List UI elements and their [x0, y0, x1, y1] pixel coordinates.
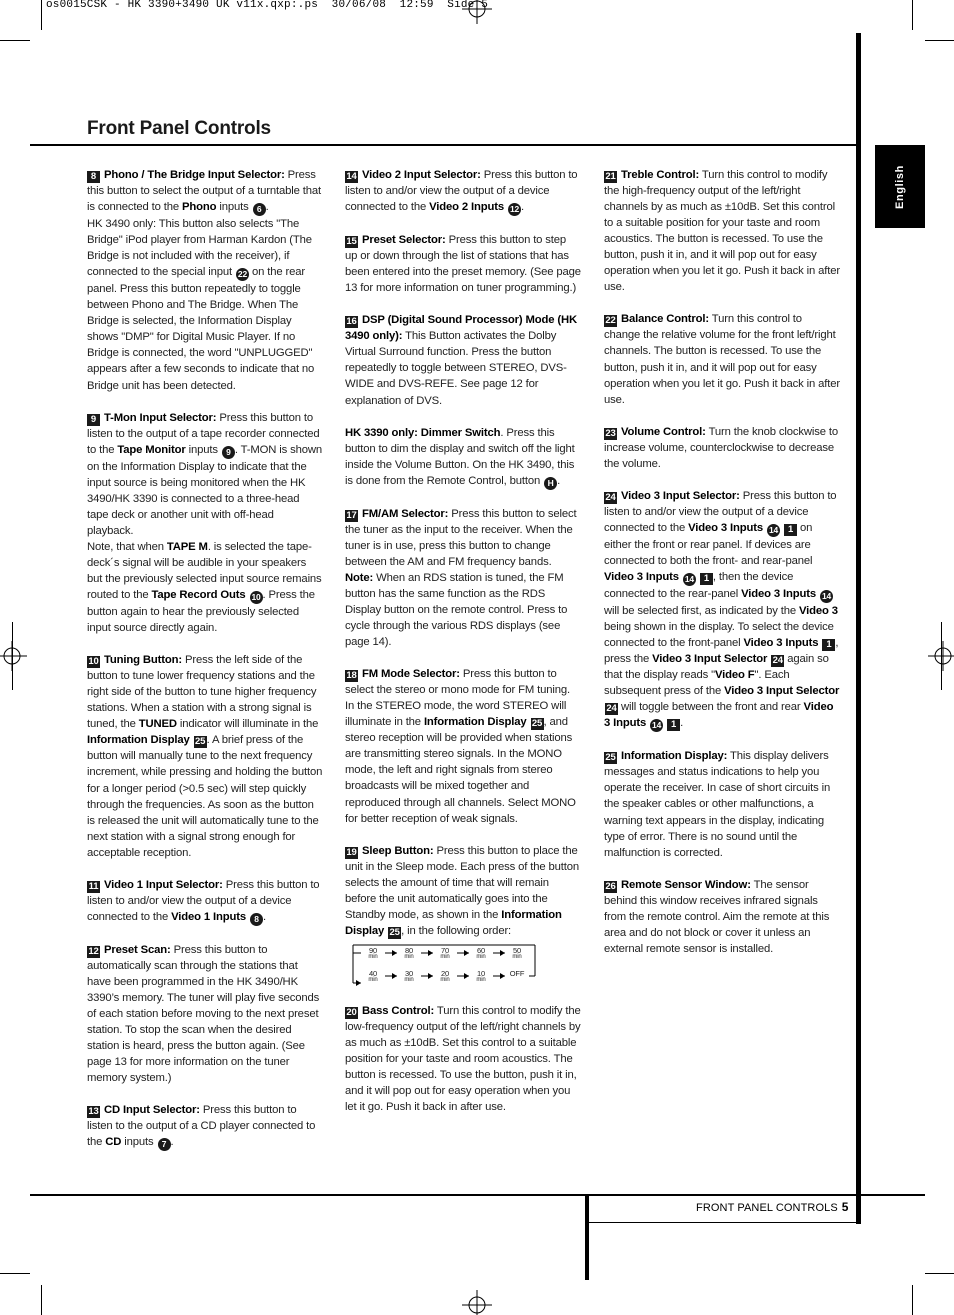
registration-mark-icon — [462, 1290, 492, 1315]
page-edge-bar — [856, 33, 861, 1224]
item-number-badge: 18 — [346, 670, 357, 682]
page-title: Front Panel Controls — [87, 118, 271, 139]
footer-rule — [589, 1222, 860, 1223]
sleep-step-label: 30 min — [404, 968, 414, 984]
item-number-badge: 22 — [605, 315, 616, 327]
crop-mark — [941, 622, 942, 690]
item-number-badge: 24 — [605, 491, 616, 503]
control-description: 23 Volume Control: Turn the knob clockwise to increase volume, counterclockwise to decrease the volume. — [604, 425, 838, 470]
column-3 — [604, 167, 840, 973]
control-description: 10 Tuning Button: Press the left side of the button to tune lower frequency stations and the right side of the button to tune higher frequency stations. When a station with a strong signal is tuned, the TUNED indicator will illuminate in the Information Display 25. A brief press of the button will manually tune to the next frequency increment, while pressing and holding the button for a longer period (>0.5 sec) will step quickly through the frequencies. As soon as the button is released the unit will automatically tune to the next station with a signal strong enough for acceptable reception. — [87, 654, 323, 859]
page-number: 5 — [841, 1200, 849, 1214]
item-number-badge: 19 — [346, 846, 357, 858]
control-description: 14 Video 2 Input Selector: Press this button to listen to and/or view the output of a device connected to the Video 2 Inputs 12 . — [345, 169, 578, 215]
control-description: 12 Preset Scan: Press this button to automatically scan through the stations that have been programmed in the HK 3490/HK 3390’s memory. The tuner will play five seconds of each station before moving to the next preset station. To stop the scan when the desired station is heard, press the button again. (See page 13 for more information on the tuner memory system.) — [87, 943, 320, 1085]
control-description: 13 CD Input Selector: Press this button to listen to the output of a CD player connected to the CD inputs 7 . — [87, 1104, 316, 1150]
sleep-step-label: 50 min — [512, 945, 522, 961]
footer-rule — [30, 1194, 925, 1196]
item-number-badge: 23 — [605, 427, 616, 439]
control-description: 20 Bass Control: Turn this control to modify the low-frequency output of the left/right channels by as much as ±10dB. Set this control to a suitable position for your taste and room acoustics. The button is recessed. To use the button, push it in, and it will pop out for easy operation when you let it go. Push it back in after use. — [345, 1004, 581, 1114]
column-2 — [345, 167, 581, 1131]
sleep-step-label: 80 min — [404, 945, 414, 961]
sleep-step-label: 70 min — [440, 945, 450, 961]
item-number-badge: 26 — [605, 880, 616, 892]
control-description: HK 3390 only: Dimmer Switch. Press this button to dim the display and switch off the light inside the Volume Button. On the HK 3490, this is done from the Remote Control, button H . — [345, 426, 575, 488]
language-tab — [875, 145, 925, 228]
item-number-badge: 16 — [346, 316, 357, 328]
crop-mark — [912, 1285, 913, 1315]
title-rule — [30, 144, 856, 146]
sleep-step-label: 40 min — [368, 968, 378, 984]
crop-mark — [41, 1285, 42, 1315]
footer-section: FRONT PANEL CONTROLS — [696, 1202, 838, 1214]
crop-mark — [912, 0, 913, 30]
control-description: 17 FM/AM Selector: Press this button to select the tuner as the input to the receiver. When the tuner is in use, press this button to change between the AM and FM frequency bands. Note: When an RDS station is tuned, the FM button has the same function as the RDS Display button on the remote control. Press to cycle through the various RDS displays (see page 14). — [345, 507, 577, 649]
registration-mark-icon — [462, 0, 492, 24]
footer-vertical-bar — [585, 1194, 589, 1280]
control-description: 9 T-Mon Input Selector: Press this button to listen to the output of a tape recorder connected to the Tape Monitor inputs 9 . T-MON is shown on the Information Display to indicate that the input source is being monitored when the HK 3490/HK 3390 is connected to a three-head tape deck or another unit with off-head playback. Note, that when TAPE M. is selected the tape-deck´s signal will be audible in your speakers but the previously selected input source remains routed to the Tape Record Outs 10 . Press the button again to hear the previously selected input source directly again. — [87, 411, 323, 635]
item-number-badge: 17 — [346, 509, 357, 521]
item-number-badge: 13 — [88, 1106, 99, 1118]
crop-mark — [41, 0, 42, 30]
crop-mark — [0, 40, 30, 41]
control-description: 16 DSP (Digital Sound Processor) Mode (HK 3490 only): This Button activates the Dolby Virtual Surround function. Press the button repeatedly to toggle between STEREO, DVS-WIDE and DVS-REFE. See page 12 for explanation of DVS. — [345, 314, 578, 407]
item-number-badge: 20 — [346, 1006, 357, 1018]
control-description: 19 Sleep Button: Press this button to place the unit in the Sleep mode. Each press of the button selects the amount of time that will remain before the unit automatically goes into the Standby mode, as shown in the Information Display 25, in the following order: — [345, 844, 579, 938]
sleep-sequence-diagram — [349, 943, 539, 989]
crop-mark — [0, 1273, 30, 1274]
column-1 — [87, 167, 323, 1167]
control-description: 25 Information Display: This display delivers messages and status indications to help you operate the receiver. In case of short circuits in the speaker cables or other malfunctions, a warning text appears in the display, indicating type of error. There is no sound until the malfunction is corrected. — [604, 750, 831, 859]
sleep-step-label: OFF — [509, 968, 525, 978]
crop-mark — [925, 1273, 954, 1274]
item-number-badge: 14 — [346, 171, 357, 182]
language-tab-label: English — [894, 164, 906, 209]
sleep-step-label: 60 min — [476, 945, 486, 961]
sleep-step-label: 20 min — [440, 968, 450, 984]
item-number-badge: 15 — [346, 236, 357, 248]
item-number-badge: 11 — [88, 880, 99, 892]
item-number-badge: 8 — [87, 171, 100, 183]
control-description: 21 Treble Control: Turn this control to modify the high-frequency output of the left/right channels by as much as ±10dB. Set this control to a suitable position for your taste and room acoustics. The button is recessed. To use the button, push it in, and it will pop out for easy operation when you let it go. Push it back in after use. — [604, 169, 841, 294]
footer — [696, 1200, 849, 1214]
control-description: 18 FM Mode Selector: Press this button to select the stereo or mono mode for FM tuning. In the STEREO mode, the word STEREO will illuminate in the Information Display 25, and stereo reception will be provided when stations are transmitting stereo signals. In the MONO mode, the left and right signals from stereo broadcasts will be mixed together and reproduced through all channels. Select MONO for better reception of weak signals. — [345, 668, 576, 825]
control-description: 15 Preset Selector: Press this button to step up or down through the list of stations that has been entered into the preset memory. (See page 13 for more information on tuner programming.) — [345, 234, 581, 295]
sleep-step-label: 10 min — [476, 968, 486, 984]
registration-mark-icon — [0, 641, 27, 671]
control-description: 22 Balance Control: Turn this control to change the relative volume for the front left/right channels. The button is recessed. To use the button, push it in, and it will pop out for easy operation when you let it go. Push it back in after use. — [604, 313, 841, 406]
item-number-badge: 12 — [88, 945, 99, 957]
control-description: 11 Video 1 Input Selector: Press this button to listen to and/or view the output of a device connected to the Video 1 Inputs 8 . — [87, 878, 320, 924]
item-number-badge: 21 — [605, 171, 616, 182]
crop-mark — [12, 622, 13, 690]
control-description: 24 Video 3 Input Selector: Press this button to listen to and/or view the output of a device connected to the Video 3 Inputs 14 1 on either the front or rear panel. If devices are connected to both the front- and rear-panel Video 3 Inputs 14 1 , then the device connected to the rear-panel Video 3 Inputs 14 will be selected first, as indicated by the Video 3 being shown in the display. To select the device connected to the front-panel Video 3 Inputs 1 , press the Video 3 Input Selector 24 again so that the display reads "Video F". Each subsequent press of the Video 3 Input Selector 24 will toggle between the front and rear Video 3 Inputs 14 1 . — [604, 489, 840, 731]
control-description: 8 Phono / The Bridge Input Selector: Press this button to select the output of a turntable that is connected to the Phono inputs 6 . HK 3490 only: This button also selects "The Bridge" iPod player from Harman Kardon (The Bridge is not included with the receiver), if connected to the special input 22 on the rear panel. Press this button repeatedly to toggle between Phono and The Bridge. When The Bridge is selected, the Information Display shows "DMP" for Digital Music Player. If no Bridge is connected, the word "UNPLUGGED" appears after a few seconds to indicate that no Bridge unit has been detected. — [87, 169, 321, 392]
item-number-badge: 10 — [88, 656, 99, 668]
print-slug: os0015CSK - HK 3390+3490 UK v11x.qxp:.ps 30/06/08 12:59 Side 5 — [46, 0, 489, 11]
sleep-step-label: 90 min — [368, 945, 378, 961]
item-number-badge: 9 — [87, 414, 100, 426]
item-number-badge: 25 — [605, 752, 616, 764]
crop-mark — [925, 40, 954, 41]
control-description: 26 Remote Sensor Window: The sensor behind this window receives infrared signals from the remote control. Aim the remote at this area and do not block or cover it unless an external remote sensor is installed. — [604, 878, 830, 955]
